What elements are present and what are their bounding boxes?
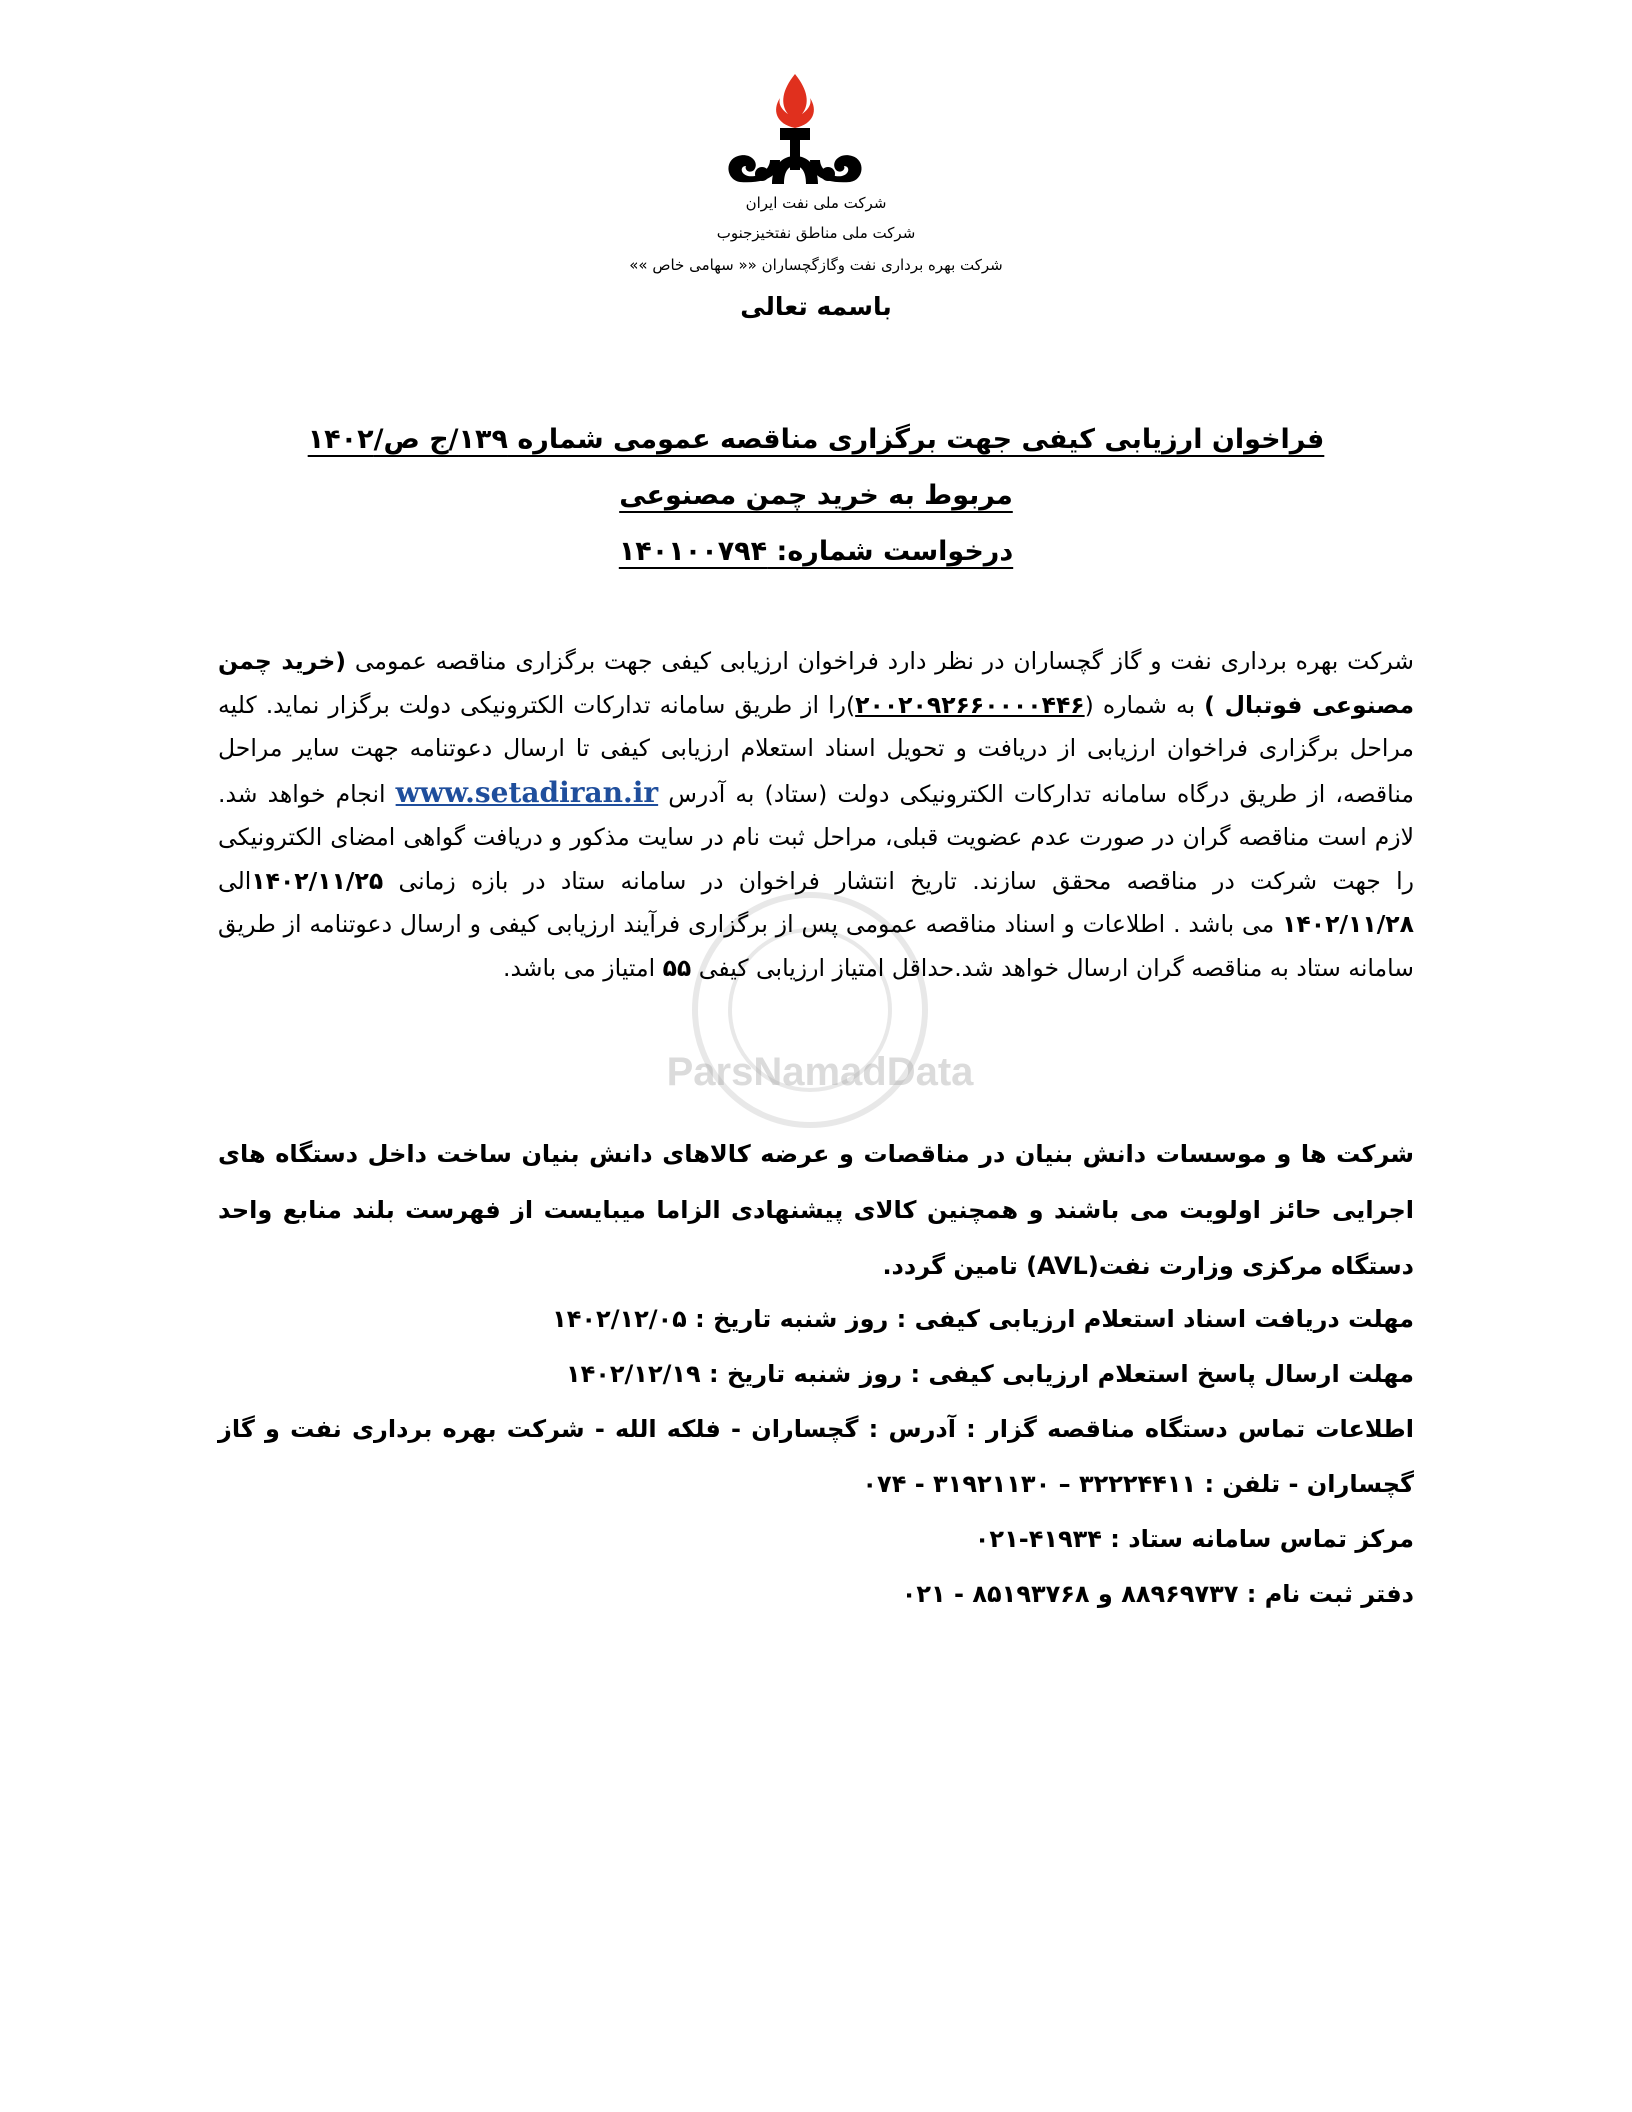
watermark-text: ParsNamadData (666, 1050, 974, 1094)
tender-subject (300, 476, 1332, 516)
publish-date-from: ۱۴۰۲/۱۱/۲۵ (251, 866, 384, 895)
contact-info: اطلاعات تماس دستگاه مناقصه گزار : آدرس : گچساران - فلکه الله - شرکت بهره برداری نفت و گاز گچساران - تلفن : ۳۲۲۲۴۴۱۱ – ۳۱۹۲۱۱۳۰ - ۰۷۴ (218, 1415, 1414, 1498)
nioc-logo (720, 70, 870, 190)
logo-base-right (810, 155, 862, 182)
body-subject: (خرید چمن مصنوعی فوتبال ) (218, 647, 1414, 719)
logo-ring-left (755, 167, 769, 181)
body-text-3: )را از طریق سامانه تدارکات الکترونیکی دولت برگزار نماید. کلیه مراحل برگزاری فراخوان ارزیابی از دریافت و تحویل اسناد استعلام ارزیابی کیفی تا ارسال دعوتنامه جهت سایر مراحل مناقصه، از طریق درگاه سامانه تدارکات الکترونیکی دولت (ستاد) به آدرس (218, 690, 1414, 808)
deadline-send: مهلت ارسال پاسخ استعلام ارزیابی کیفی : روز شنبه تاریخ : ۱۴۰۲/۱۲/۱۹ (565, 1360, 1414, 1388)
knowledge-based-priority-note: شرکت ها و موسسات دانش بنیان در مناقصات و عرضه کالاهای دانش بنیان ساخت داخل دستگاه های اجرایی حائز اولویت می باشند و همچنین کالای پیشنهادی الزاما میبایست از فهرست بلند منابع واحد دستگاه مرکزی وزارت نفت(AVL) تامین گردد. (218, 1140, 1414, 1280)
basmala-heading: باسمه تعالی (740, 292, 892, 321)
logo-torch-cup (780, 128, 810, 140)
header-company-nioc: شرکت ملی نفت ایران (745, 194, 887, 212)
tender-title (300, 420, 1332, 460)
body-text-2: به شماره ( (1084, 690, 1205, 719)
body-text-1: شرکت بهره برداری نفت و گاز گچساران در نظر دارد فراخوان ارزیابی کیفی جهت برگزاری مناقصه عمومی (354, 647, 1414, 675)
publish-date-to: ۱۴۰۲/۱۱/۲۸ (1282, 910, 1414, 938)
logo-flame (776, 74, 814, 128)
header-company-nisoc: شرکت ملی مناطق نفتخیزجنوب (716, 224, 916, 242)
announcement-paragraph (218, 640, 1414, 990)
deadlines-and-contacts (218, 1292, 1414, 1622)
header-company-gachsaran: شرکت بهره برداری نفت وگازگچساران «« سهامی خاص »» (629, 256, 1003, 274)
tender-subject-text: مربوط به خرید چمن مصنوعی (619, 480, 1013, 511)
logo-base-left (728, 155, 780, 182)
deadline-receive: مهلت دریافت اسناد استعلام ارزیابی کیفی : روز شنبه تاریخ : ۱۴۰۲/۱۲/۰۵ (552, 1305, 1414, 1333)
min-score: ۵۵ (662, 953, 692, 982)
setadiran-link[interactable]: www.setadiran.ir (395, 775, 659, 809)
registration-office: دفتر ثبت نام : ۸۸۹۶۹۷۳۷ و ۸۵۱۹۳۷۶۸ - ۰۲۱ (901, 1580, 1414, 1608)
request-number (300, 532, 1332, 572)
body-text-7: امتیاز می باشد. (503, 953, 663, 982)
logo-ring-right (821, 167, 835, 181)
body-text-4: انجام خواهد شد. لازم است مناقصه گران در صورت عدم عضویت قبلی، مراحل ثبت نام در سایت مذکور و دریافت گواهی امضای الکترونیکی را جهت شرکت در مناقصه محقق سازند. تاریخ انتشار فراخوان در سامانه ستاد در بازه زمانی (218, 779, 1414, 895)
request-number-text: درخواست شماره: ۱۴۰۱۰۰۷۹۴ (618, 536, 1014, 567)
body-text-6: می باشد . اطلاعات و اسناد مناقصه عمومی پس از برگزاری فرآیند ارزیابی کیفی و ارسال دعوتنامه از طریق سامانه ستاد به مناقصه گران ارسال خواهد شد.حداقل امتیاز ارزیابی کیفی (218, 910, 1414, 982)
tender-number: ۲۰۰۲۰۹۲۶۶۰۰۰۰۴۴۶ (855, 690, 1085, 719)
setad-call-center: مرکز تماس سامانه ستاد : ۴۱۹۳۴-۰۲۱ (974, 1525, 1414, 1553)
body-text-5: الی (218, 866, 252, 895)
tender-title-text: فراخوان ارزیابی کیفی جهت برگزاری مناقصه عمومی شماره ۱۳۹/ج ص/۱۴۰۲ (307, 424, 1325, 455)
